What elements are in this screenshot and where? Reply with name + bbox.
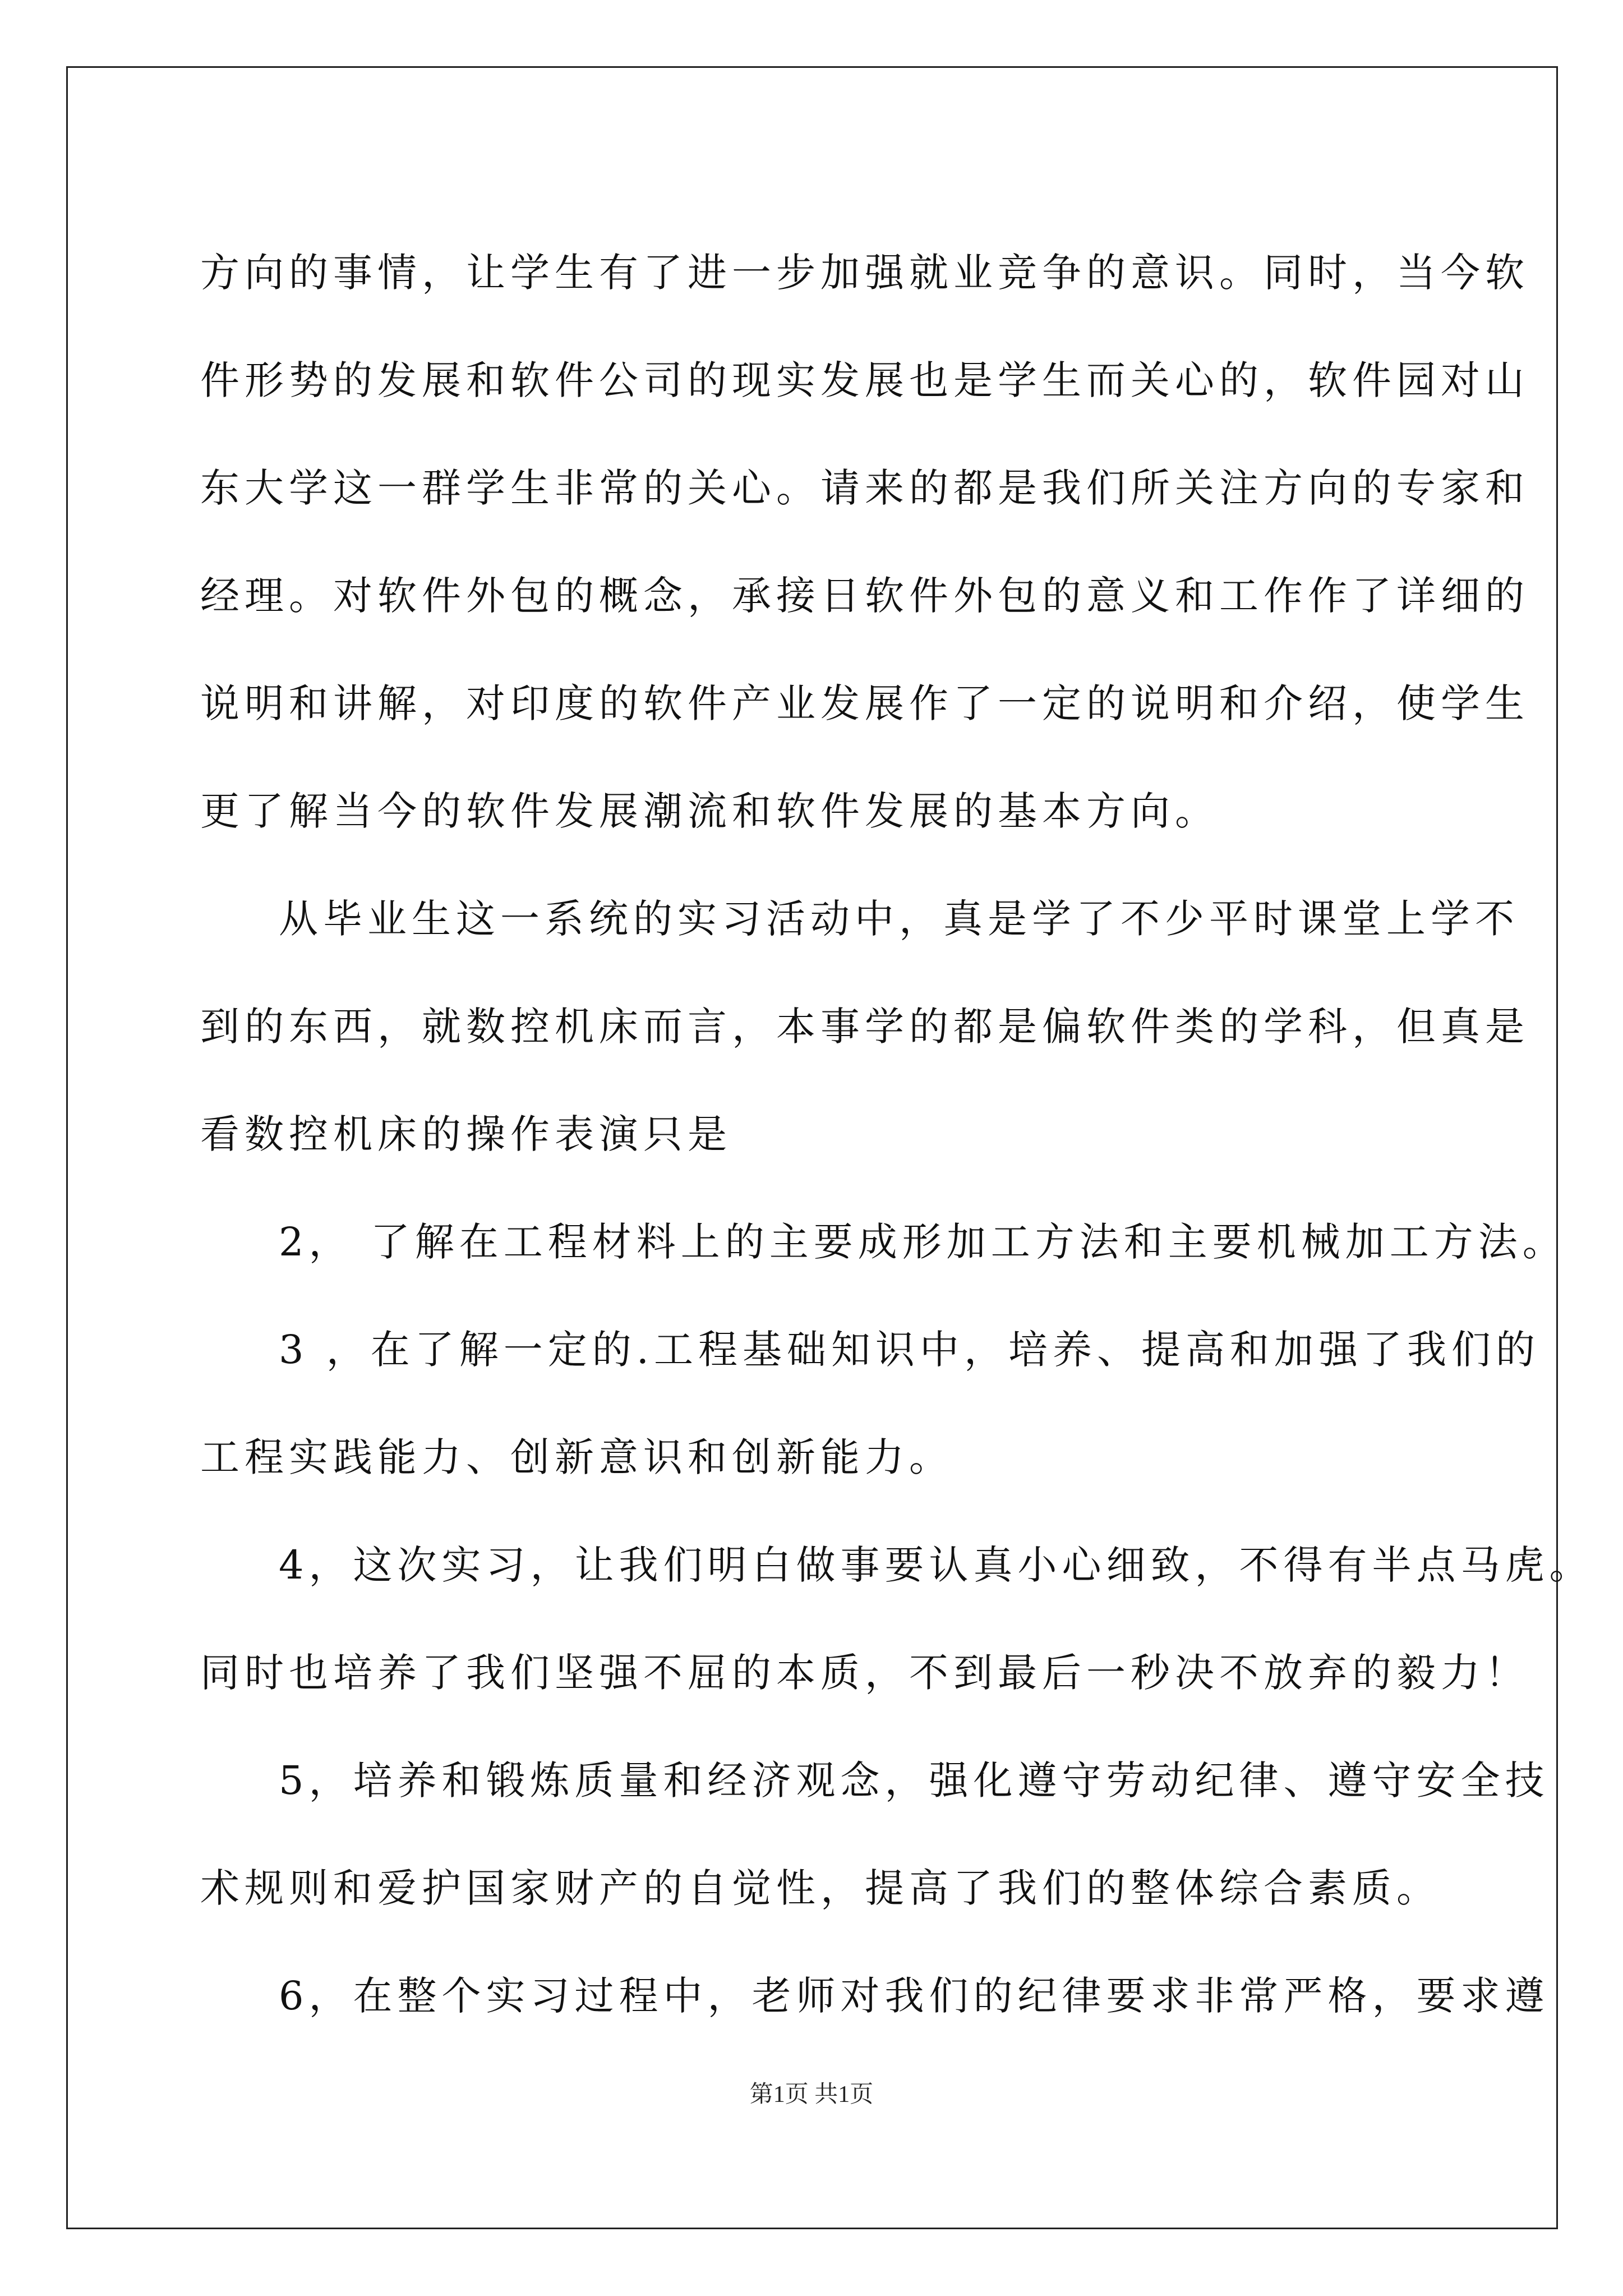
text-line: 4，这次实习，让我们明白做事要认真小心细致，不得有半点马虎。 [279,1542,1594,1588]
text-line: 东大学这一群学生非常的关心。请来的都是我们所关注方向的专家和 [200,465,1529,511]
text-line: 6，在整个实习过程中，老师对我们的纪律要求非常严格，要求遵 [279,1973,1550,2019]
text-line: 看数控机床的操作表演只是 [200,1111,732,1157]
text-line: 从毕业生这一系统的实习活动中，真是学了不少平时课堂上学不 [279,896,1519,942]
text-line: 到的东西，就数控机床而言，本事学的都是偏软件类的学科，但真是 [200,1004,1529,1050]
text-line: 同时也培养了我们坚强不屈的本质，不到最后一秒决不放弃的毅力！ [200,1650,1529,1696]
text-line: 更了解当今的软件发展潮流和软件发展的基本方向。 [200,788,1219,834]
text-line: 方向的事情，让学生有了进一步加强就业竞争的意识。同时，当今软 [200,250,1529,296]
text-line: 经理。对软件外包的概念，承接日软件外包的意义和工作作了详细的 [200,573,1529,619]
document-body [200,219,1594,2050]
page-footer [0,2076,1623,2109]
text-line: 5，培养和锻炼质量和经济观念，强化遵守劳动纪律、遵守安全技 [279,1757,1550,1803]
text-line: 工程实践能力、创新意识和创新能力。 [200,1434,953,1480]
page-number-label: 第1页 共1页 [749,2082,874,2108]
text-line: 说明和讲解，对印度的软件产业发展作了一定的说明和介绍，使学生 [200,680,1529,726]
text-line: 3 ，在了解一定的.工程基础知识中，培养、提高和加强了我们的 [279,1327,1541,1373]
text-line: 术规则和爱护国家财产的自觉性，提高了我们的整体综合素质。 [200,1865,1441,1911]
text-line: 件形势的发展和软件公司的现实发展也是学生而关心的，软件园对山 [200,357,1529,403]
text-line: 2， 了解在工程材料上的主要成形加工方法和主要机械加工方法。 [279,1219,1567,1265]
